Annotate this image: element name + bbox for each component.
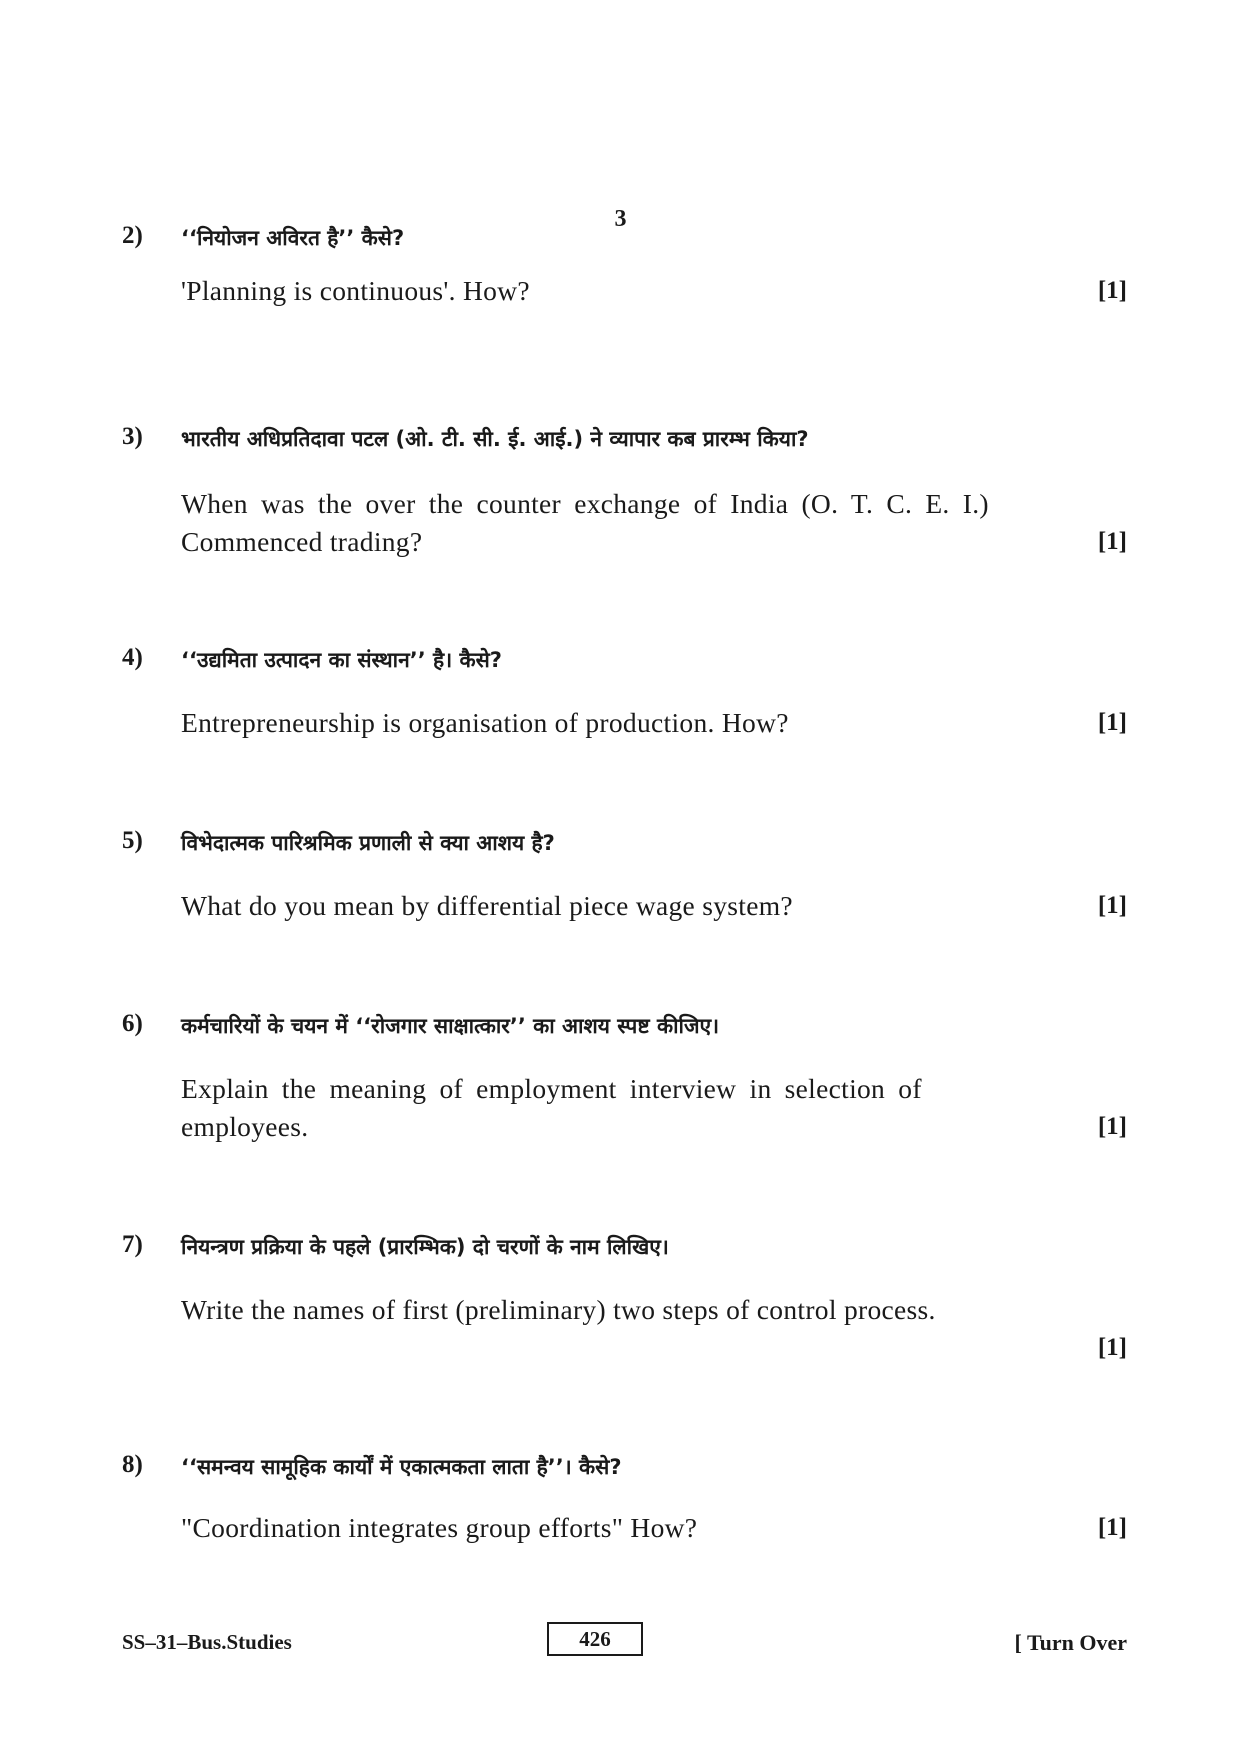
question-number: 8) [122, 1451, 143, 1478]
question-marks: [1] [1097, 1334, 1127, 1361]
question-hindi: कर्मचारियों के चयन में ‘‘रोजगार साक्षात्कार’’ का आशय स्पष्ट कीजिए। [181, 1014, 720, 1038]
question-marks: [1] [1097, 1514, 1127, 1541]
question-hindi: ‘‘समन्वय सामूहिक कार्यों में एकात्मकता लाता है’’। कैसे? [181, 1455, 622, 1479]
question-hindi: नियन्त्रण प्रक्रिया के पहले (प्रारम्भिक) दो चरणों के नाम लिखिए। [181, 1235, 669, 1259]
question-number: 5) [122, 827, 143, 854]
paper-code-box: 426 [547, 1622, 643, 1656]
subject-code: SS–31–Bus.Studies [122, 1630, 292, 1654]
page-number: 3 [614, 206, 627, 232]
question-english: What do you mean by differential piece wage system? [181, 890, 793, 921]
question-marks: [1] [1097, 892, 1127, 919]
question-marks: [1] [1097, 528, 1127, 555]
question-english: Entrepreneurship is organisation of production. How? [181, 707, 789, 738]
question-marks: [1] [1097, 709, 1127, 736]
question-english-line-2: Commenced trading? [181, 526, 423, 557]
question-hindi: विभेदात्मक पारिश्रमिक प्रणाली से क्या आशय है? [181, 831, 555, 855]
question-marks: [1] [1097, 1113, 1127, 1140]
question-english: Write the names of first (preliminary) two steps of control process. [181, 1294, 936, 1325]
question-number: 7) [122, 1231, 143, 1258]
question-number: 6) [122, 1010, 143, 1037]
question-number: 2) [122, 222, 143, 249]
turn-over-label: [ Turn Over [1014, 1630, 1127, 1655]
question-english: "Coordination integrates group efforts" How? [181, 1512, 698, 1543]
question-marks: [1] [1097, 277, 1127, 304]
question-hindi: ‘‘नियोजन अविरत है’’ कैसे? [181, 226, 405, 250]
question-hindi: ‘‘उद्यमिता उत्पादन का संस्थान’’ है। कैसे? [181, 648, 502, 672]
question-number: 4) [122, 644, 143, 671]
question-english-line-2: employees. [181, 1111, 309, 1142]
question-english-line-1: Explain the meaning of employment interview in selection of [181, 1073, 922, 1104]
question-english-line-1: When was the over the counter exchange of India (O. T. C. E. I.) [181, 488, 989, 519]
question-english: 'Planning is continuous'. How? [181, 275, 530, 306]
question-number: 3) [122, 423, 143, 450]
question-hindi: भारतीय अधिप्रतिदावा पटल (ओ. टी. सी. ई. आई.) ने व्यापार कब प्रारम्भ किया? [181, 427, 809, 451]
